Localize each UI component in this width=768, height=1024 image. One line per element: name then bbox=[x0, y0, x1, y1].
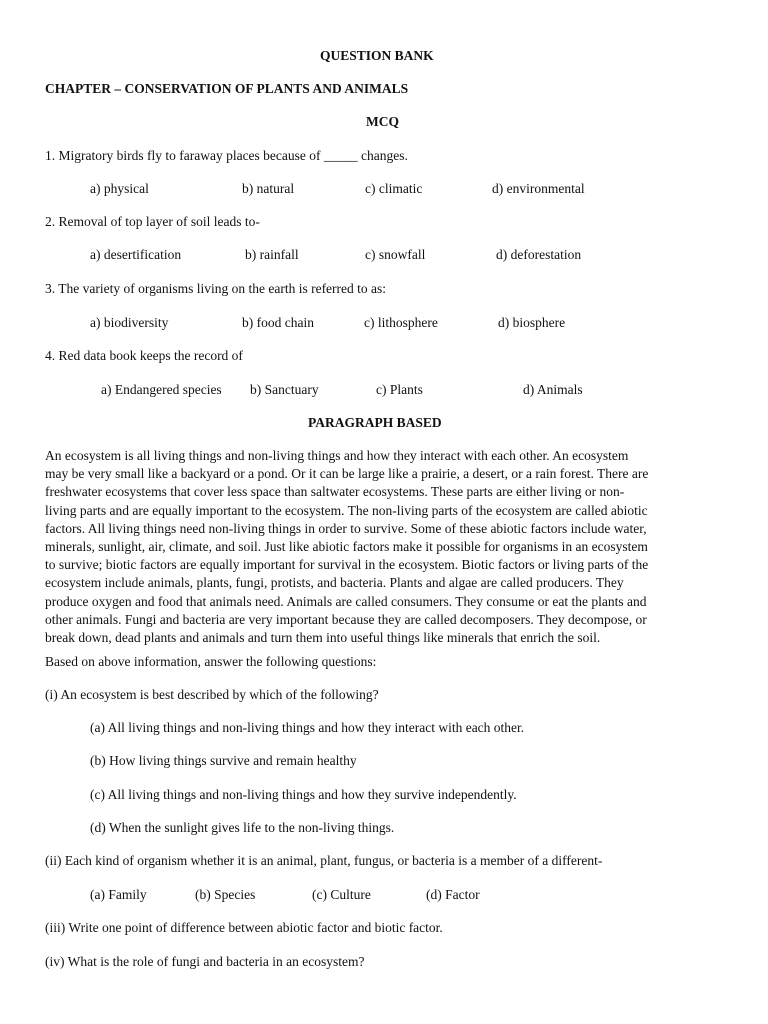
ecosystem-paragraph bbox=[45, 447, 725, 647]
mcq-3-option-b: b) food chain bbox=[242, 315, 314, 330]
mcq-3-option-c: c) lithosphere bbox=[364, 315, 438, 330]
question-iii: (iii) Write one point of difference between abiotic factor and biotic factor. bbox=[45, 920, 443, 935]
paragraph-line: may be very small like a backyard or a pond. Or it can be large like a prairie, a desert, or a rain forest. There are bbox=[45, 466, 649, 482]
mcq-3-option-d: d) biosphere bbox=[498, 315, 566, 330]
mcq-4-option-c: c) Plants bbox=[376, 382, 423, 397]
paragraph-line: to survive; biotic factors are equally important for survival in the ecosystem. Biotic factors or living parts of the bbox=[45, 557, 649, 573]
question-i-option-b: (b) How living things survive and remain healthy bbox=[90, 753, 357, 768]
instruction-text: Based on above information, answer the following questions: bbox=[45, 654, 377, 669]
question-i: (i) An ecosystem is best described by which of the following? bbox=[45, 687, 379, 702]
mcq-1-option-b: b) natural bbox=[242, 181, 295, 196]
paragraph-line: produce oxygen and food that animals need. Animals are called consumers. They consume or eat the plants and bbox=[45, 593, 647, 609]
paragraph-line: living parts and are equally important to the ecosystem. The non-living parts of the ecosystem are called abiotic bbox=[45, 502, 648, 518]
mcq-1-option-a: a) physical bbox=[90, 181, 149, 196]
mcq-3-option-a: a) biodiversity bbox=[90, 315, 169, 330]
paragraph-line: break down, dead plants and animals and turn them into useful things like minerals that enrich the soil. bbox=[45, 630, 601, 646]
mcq-question-3: 3. The variety of organisms living on the earth is referred to as: bbox=[45, 281, 387, 296]
mcq-2-option-b: b) rainfall bbox=[245, 247, 299, 262]
page-title: QUESTION BANK bbox=[320, 48, 434, 63]
paragraph-line: An ecosystem is all living things and non-living things and how they interact with each other. An ecosystem bbox=[45, 448, 629, 463]
mcq-question-2: 2. Removal of top layer of soil leads to- bbox=[45, 214, 260, 229]
question-ii-option-b: (b) Species bbox=[195, 887, 256, 902]
question-ii: (ii) Each kind of organism whether it is an animal, plant, fungus, or bacteria is a member of a different- bbox=[45, 853, 603, 868]
mcq-heading: MCQ bbox=[366, 114, 399, 129]
paragraph-line: ecosystem include animals, plants, fungi, protists, and bacteria. Plants and algae are called producers. They bbox=[45, 575, 624, 591]
question-i-option-a: (a) All living things and non-living things and how they interact with each other. bbox=[90, 720, 525, 735]
mcq-2-option-d: d) deforestation bbox=[496, 247, 582, 262]
mcq-4-option-d: d) Animals bbox=[523, 382, 583, 397]
mcq-question-1: 1. Migratory birds fly to faraway places because of _____ changes. bbox=[45, 148, 408, 163]
paragraph-line: freshwater ecosystems that cover less space than saltwater ecosystems. These parts are either living or non- bbox=[45, 484, 625, 500]
paragraph-heading: PARAGRAPH BASED bbox=[308, 415, 442, 430]
paragraph-line: factors. All living things need non-living things in order to survive. Some of these abiotic factors include water, bbox=[45, 520, 647, 536]
mcq-2-option-a: a) desertification bbox=[90, 247, 182, 262]
mcq-2-option-c: c) snowfall bbox=[365, 247, 426, 262]
mcq-4-option-a: a) Endangered species bbox=[101, 382, 222, 397]
question-i-option-c: (c) All living things and non-living things and how they survive independently. bbox=[90, 787, 517, 802]
mcq-1-option-d: d) environmental bbox=[492, 181, 585, 196]
mcq-1-option-c: c) climatic bbox=[365, 181, 423, 196]
paragraph-line: other animals. Fungi and bacteria are very important because they are called decomposers. They decompose, or bbox=[45, 611, 647, 627]
paragraph-line: minerals, sunlight, air, climate, and soil. Just like abiotic factors make it possible for organisms in an ecosystem bbox=[45, 539, 648, 555]
question-ii-option-d: (d) Factor bbox=[426, 887, 480, 902]
question-ii-option-a: (a) Family bbox=[90, 887, 147, 902]
mcq-4-option-b: b) Sanctuary bbox=[250, 382, 319, 397]
question-i-option-d: (d) When the sunlight gives life to the non-living things. bbox=[90, 820, 395, 835]
chapter-title: CHAPTER – CONSERVATION OF PLANTS AND ANIMALS bbox=[45, 81, 409, 96]
question-iv: (iv) What is the role of fungi and bacteria in an ecosystem? bbox=[45, 954, 365, 969]
question-ii-option-c: (c) Culture bbox=[312, 887, 371, 902]
mcq-question-4: 4. Red data book keeps the record of bbox=[45, 348, 243, 363]
